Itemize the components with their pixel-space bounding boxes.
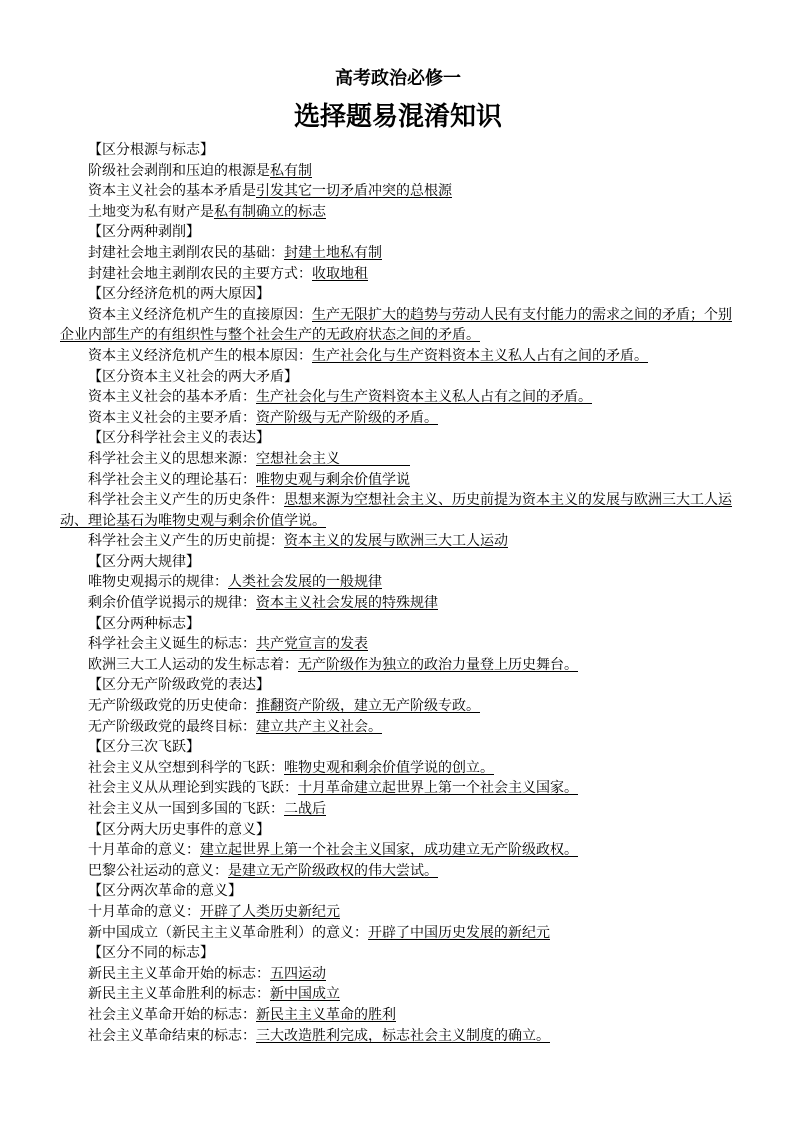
item-answer: 资产阶级与无产阶级的矛盾。 (256, 409, 438, 426)
item-label: 社会主义革命开始的标志： (88, 1006, 256, 1023)
document-subtitle: 选择题易混淆知识 (293, 102, 502, 132)
item-label: 唯物史观揭示的规律： (88, 574, 228, 591)
section-heading: 【区分三次飞跃】 (88, 739, 200, 756)
item-answer: 建立起世界上第一个社会主义国家，成功建立无产阶级政权。 (200, 842, 578, 859)
section-heading: 【区分两种剥削】 (88, 224, 200, 241)
item-answer: 共产党宣言的发表 (256, 636, 368, 653)
knowledge-item (60, 696, 736, 717)
item-label: 阶级社会剥削和压迫的根源是 (88, 162, 270, 179)
item-answer: 私有制确立的标志 (214, 203, 326, 220)
item-answer: 开辟了中国历史发展的新纪元 (368, 924, 550, 941)
knowledge-item (60, 634, 736, 655)
item-answer: 空想社会主义 (256, 450, 410, 467)
section-heading: 【区分经济危机的两大原因】 (88, 286, 270, 303)
section-heading: 【区分资本主义社会的两大矛盾】 (88, 368, 298, 385)
knowledge-item (60, 243, 736, 264)
item-answer: 唯物史观和剩余价值学说的创立。 (284, 759, 494, 776)
item-answer: 资本主义的发展与欧洲三大工人运动 (284, 533, 508, 550)
item-answer: 五四运动 (270, 965, 326, 982)
item-label: 资本主义经济危机产生的直接原因： (88, 306, 312, 323)
item-label: 封建社会地主剥削农民的基础： (88, 244, 284, 261)
knowledge-item (60, 799, 736, 820)
knowledge-item (60, 758, 736, 779)
item-label: 科学社会主义的思想来源： (88, 450, 256, 467)
item-label: 新民主主义革命开始的标志： (88, 965, 270, 982)
knowledge-item (60, 490, 736, 531)
knowledge-item (60, 717, 736, 738)
item-answer: 资本主义社会发展的特殊规律 (256, 595, 438, 612)
knowledge-item (60, 902, 736, 923)
item-label: 科学社会主义诞生的标志： (88, 636, 256, 653)
item-label: 资本主义社会的基本矛盾是 (88, 183, 256, 200)
item-label: 土地变为私有财产是 (88, 203, 214, 220)
item-answer: 无产阶级作为独立的政治力量登上历史舞台。 (298, 656, 578, 673)
knowledge-item (60, 1005, 736, 1026)
item-label: 资本主义社会的主要矛盾： (88, 409, 256, 426)
item-answer: 私有制 (270, 162, 312, 179)
item-answer: 三大改造胜利完成，标志社会主义制度的确立。 (256, 1027, 550, 1044)
item-label: 剩余价值学说揭示的规律： (88, 595, 256, 612)
knowledge-item (60, 449, 736, 470)
section-heading: 【区分科学社会主义的表达】 (88, 430, 270, 447)
knowledge-item (60, 984, 736, 1005)
section-heading: 【区分两次革命的意义】 (88, 883, 242, 900)
item-answer: 建立共产主义社会。 (256, 718, 382, 735)
item-answer: 思想来源为空想社会主义、历史前提为资本主义的发展与欧洲三大工人运动、理论基石为唯物史观与剩余价值学说。 (60, 492, 732, 529)
item-answer: 新民主主义革命的胜利 (256, 1006, 396, 1023)
item-label: 巴黎公社运动的意义： (88, 862, 228, 879)
section-heading: 【区分两大历史事件的意义】 (88, 821, 270, 838)
knowledge-item (60, 964, 736, 985)
item-label: 新中国成立（新民主主义革命胜利）的意义： (88, 924, 368, 941)
item-label: 新民主主义革命胜利的标志： (88, 986, 270, 1003)
knowledge-item (60, 923, 736, 944)
item-label: 社会主义革命结束的标志： (88, 1027, 256, 1044)
item-label: 十月革命的意义： (88, 903, 200, 920)
knowledge-item (60, 861, 736, 882)
knowledge-item (60, 1026, 736, 1047)
section-heading: 【区分两大规律】 (88, 553, 200, 570)
item-answer: 十月革命建立起世界上第一个社会主义国家。 (298, 780, 578, 797)
item-answer: 引发其它一切矛盾冲突的总根源 (256, 183, 452, 200)
item-answer: 封建土地私有制 (284, 244, 382, 261)
item-label: 无产阶级政党的最终目标： (88, 718, 256, 735)
knowledge-item (60, 778, 736, 799)
knowledge-item (60, 531, 736, 552)
item-label: 十月革命的意义： (88, 842, 200, 859)
document-title: 高考政治必修一 (335, 68, 461, 89)
knowledge-item (60, 470, 736, 491)
item-answer: 二战后 (284, 801, 326, 817)
item-label: 封建社会地主剥削农民的主要方式： (88, 265, 312, 282)
item-answer: 新中国成立 (270, 986, 340, 1003)
item-label: 科学社会主义的理论基石： (88, 471, 256, 488)
knowledge-item (60, 840, 736, 861)
item-answer: 人类社会发展的一般规律 (228, 574, 382, 591)
knowledge-item (60, 264, 736, 285)
item-label: 社会主义从空想到科学的飞跃： (88, 759, 284, 776)
section-heading: 【区分根源与标志】 (88, 142, 214, 158)
knowledge-item (60, 408, 736, 429)
knowledge-item (60, 346, 736, 367)
section-heading: 【区分不同的标志】 (88, 945, 214, 962)
item-answer: 生产无限扩大的趋势与劳动人民有支付能力的需求之间的矛盾；个别企业内部生产的有组织性与整个社会生产的无政府状态之间的矛盾。 (60, 306, 732, 344)
item-answer: 推翻资产阶级，建立无产阶级专政。 (256, 698, 480, 715)
item-label: 无产阶级政党的历史使命： (88, 698, 256, 715)
knowledge-item (60, 202, 736, 223)
knowledge-item (60, 181, 736, 202)
knowledge-item (60, 305, 736, 346)
knowledge-list (60, 140, 736, 1046)
document-page (60, 66, 736, 1046)
item-answer: 是建立无产阶级政权的伟大尝试。 (228, 862, 438, 879)
item-answer: 生产社会化与生产资料资本主义私人占有之间的矛盾。 (256, 389, 592, 406)
item-label: 社会主义从一国到多国的飞跃： (88, 801, 284, 817)
item-answer: 收取地租 (312, 265, 368, 282)
section-heading: 【区分无产阶级政党的表达】 (88, 677, 270, 694)
item-label: 资本主义社会的基本矛盾： (88, 389, 256, 406)
item-label: 科学社会主义产生的历史条件： (88, 492, 284, 509)
item-label: 欧洲三大工人运动的发生标志着： (88, 656, 298, 673)
knowledge-item (60, 387, 736, 408)
knowledge-item (60, 572, 736, 593)
item-label: 科学社会主义产生的历史前提： (88, 533, 284, 550)
knowledge-item (60, 593, 736, 614)
knowledge-item (60, 655, 736, 676)
section-heading: 【区分两种标志】 (88, 615, 200, 632)
item-answer: 生产社会化与生产资料资本主义私人占有之间的矛盾。 (312, 347, 648, 364)
knowledge-item (60, 161, 736, 182)
item-label: 社会主义从从理论到实践的飞跃： (88, 780, 298, 797)
item-label: 资本主义经济危机产生的根本原因： (88, 347, 312, 364)
item-answer: 唯物史观与剩余价值学说 (256, 471, 410, 488)
item-answer: 开辟了人类历史新纪元 (200, 903, 340, 920)
